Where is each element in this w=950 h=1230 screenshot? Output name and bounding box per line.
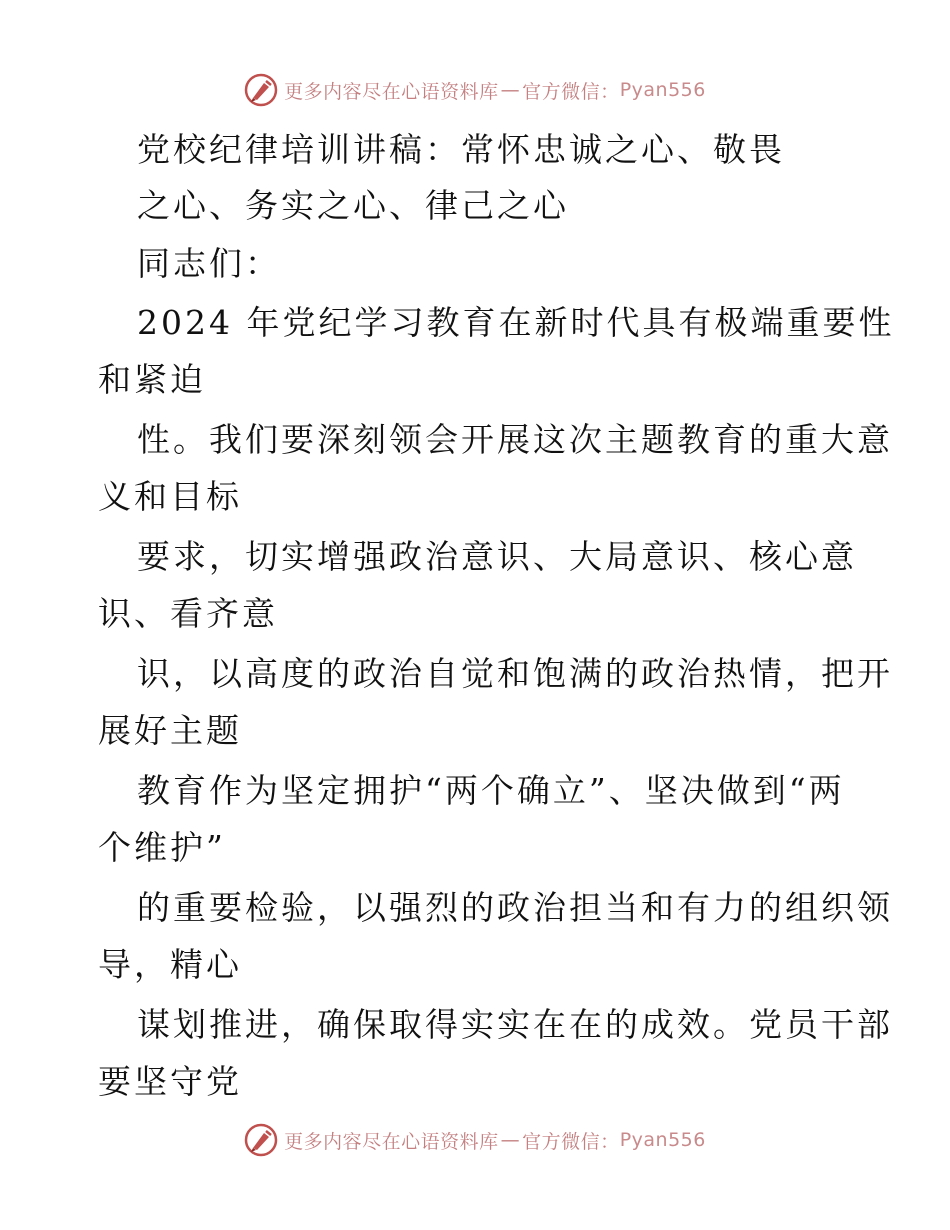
body-line: 教育作为坚定拥护“两个确立”、坚决做到“两 xyxy=(137,771,845,810)
body-line: 识、看齐意 xyxy=(98,594,278,633)
salutation: 同志们： xyxy=(137,244,281,283)
body-line: 谋划推进，确保取得实实在在的成效。党员干部 xyxy=(137,1005,893,1044)
body-line: 识，以高度的政治自觉和饱满的政治热情，把开 xyxy=(137,654,893,693)
body-line: 和紧迫 xyxy=(98,360,206,399)
document-title-line-1: 党校纪律培训讲稿：常怀忠诚之心、敬畏 xyxy=(137,130,785,169)
body-line: 展好主题 xyxy=(98,711,242,750)
watermark-text: 更多内容尽在心语资料库 xyxy=(284,80,499,103)
body-line: 义和目标 xyxy=(98,477,242,516)
watermark-suffix: 官方微信： xyxy=(522,1130,620,1153)
body-line: 导，精心 xyxy=(98,945,242,984)
watermark-text: 更多内容尽在心语资料库 xyxy=(284,1130,499,1153)
pen-nib-logo-icon xyxy=(244,73,278,107)
watermark-separator: — xyxy=(500,1129,521,1151)
header-watermark xyxy=(0,70,950,110)
pen-nib-logo-icon xyxy=(244,1123,278,1157)
watermark-separator: — xyxy=(500,79,521,101)
body-line: 个维护” xyxy=(98,828,226,867)
body-line: 2024 年党纪学习教育在新时代具有极端重要性 xyxy=(137,303,895,342)
body-line: 的重要检验，以强烈的政治担当和有力的组织领 xyxy=(137,888,893,927)
watermark-account: Pyan556 xyxy=(619,1129,706,1151)
footer-watermark xyxy=(0,1120,950,1160)
watermark-account: Pyan556 xyxy=(619,79,706,101)
watermark-suffix: 官方微信： xyxy=(522,80,620,103)
body-line: 要坚守党 xyxy=(98,1062,242,1101)
document-title-line-2: 之心、务实之心、律己之心 xyxy=(137,186,569,225)
body-line: 要求，切实增强政治意识、大局意识、核心意 xyxy=(137,537,857,576)
body-line: 性。我们要深刻领会开展这次主题教育的重大意 xyxy=(137,420,893,459)
